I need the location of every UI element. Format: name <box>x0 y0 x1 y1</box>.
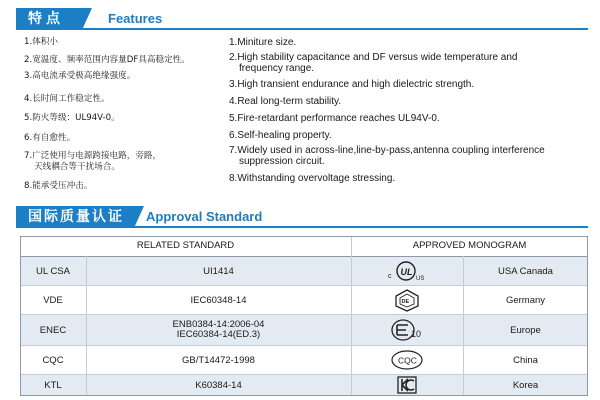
feature-en-item-cont: suppression circuit. <box>239 156 325 167</box>
approval-title-cn: 国际质量认证 <box>16 206 134 228</box>
feature-cn-item: 8.能承受压冲击。 <box>24 181 93 191</box>
row-standard: IEC60348-14 <box>190 294 247 306</box>
features-divider <box>82 28 588 30</box>
row-standard: K60384-14 <box>195 379 242 391</box>
row-country: Europe <box>510 324 541 336</box>
row-standard-secondary: IEC60384-14(ED.3) <box>176 329 261 340</box>
row-standard: GB/T14472-1998 <box>182 354 255 366</box>
feature-en-item: 2.High stability capacitance and DF versus wide temperature and <box>229 52 518 63</box>
row-name: CQC <box>42 354 64 366</box>
feature-cn-item: 3.高电流承受极高绝缘强度。 <box>24 71 136 81</box>
row-country: China <box>513 354 538 366</box>
feature-en-item: 8.Withstanding overvoltage stressing. <box>229 173 396 184</box>
table-frame <box>20 236 588 396</box>
feature-cn-item: 4.长时间工作稳定性。 <box>24 94 110 104</box>
row-name: UL CSA <box>36 265 70 277</box>
header-approved-monogram: APPROVED MONOGRAM <box>412 240 527 251</box>
features-header <box>16 8 588 30</box>
svg-text:UL: UL <box>400 267 413 277</box>
feature-en-item: 7.Widely used in across-line,line-by-pass,antenna coupling interference <box>229 145 545 156</box>
svg-text:US: US <box>416 276 425 282</box>
feature-en-item-cont: frequency range. <box>239 63 315 74</box>
feature-cn-item: 6.有自愈性。 <box>24 133 76 143</box>
svg-text:10: 10 <box>411 329 422 339</box>
approval-title-en: Approval Standard <box>146 209 263 224</box>
feature-en-item: 1.Miniture size. <box>229 37 297 48</box>
row-name: VDE <box>43 294 63 306</box>
feature-cn-item: 2.宽温度、频率范围内容量DF具高稳定性。 <box>24 55 190 65</box>
svg-text:DE: DE <box>401 299 410 305</box>
feature-cn-item: 1.体积小 <box>24 37 58 47</box>
feature-en-item: 4.Real long-term stability. <box>229 96 342 107</box>
approval-table <box>20 236 588 396</box>
approval-divider <box>134 226 588 228</box>
row-standard: UI1414 <box>203 265 234 277</box>
features-title-en: Features <box>108 11 163 26</box>
row-standard: ENB0384-14:2006-04 <box>172 318 265 330</box>
feature-en-item: 3.High transient endurance and high dielectric strength. <box>229 79 475 90</box>
feature-cn-item: 7.广泛使用与电源跨接电路，旁路， <box>24 151 162 161</box>
row-name: ENEC <box>39 324 67 336</box>
row-country: Germany <box>505 294 546 306</box>
feature-cn-item: 5.防火等级：UL94V-0。 <box>24 113 120 123</box>
svg-text:c: c <box>388 273 392 280</box>
approval-header <box>16 206 588 228</box>
row-name: KTL <box>44 379 62 391</box>
feature-en-item: 5.Fire-retardant performance reaches UL94V-0. <box>229 113 440 124</box>
header-related-standard: RELATED STANDARD <box>136 240 235 251</box>
feature-en-item: 6.Self-healing property. <box>229 130 332 141</box>
row-country: USA Canada <box>498 265 553 277</box>
row-country: Korea <box>512 379 539 391</box>
svg-text:CQC: CQC <box>398 355 417 366</box>
features-title-cn: 特点 <box>16 8 82 30</box>
feature-cn-item-cont: 天线耦合等干扰场合。 <box>34 162 120 172</box>
